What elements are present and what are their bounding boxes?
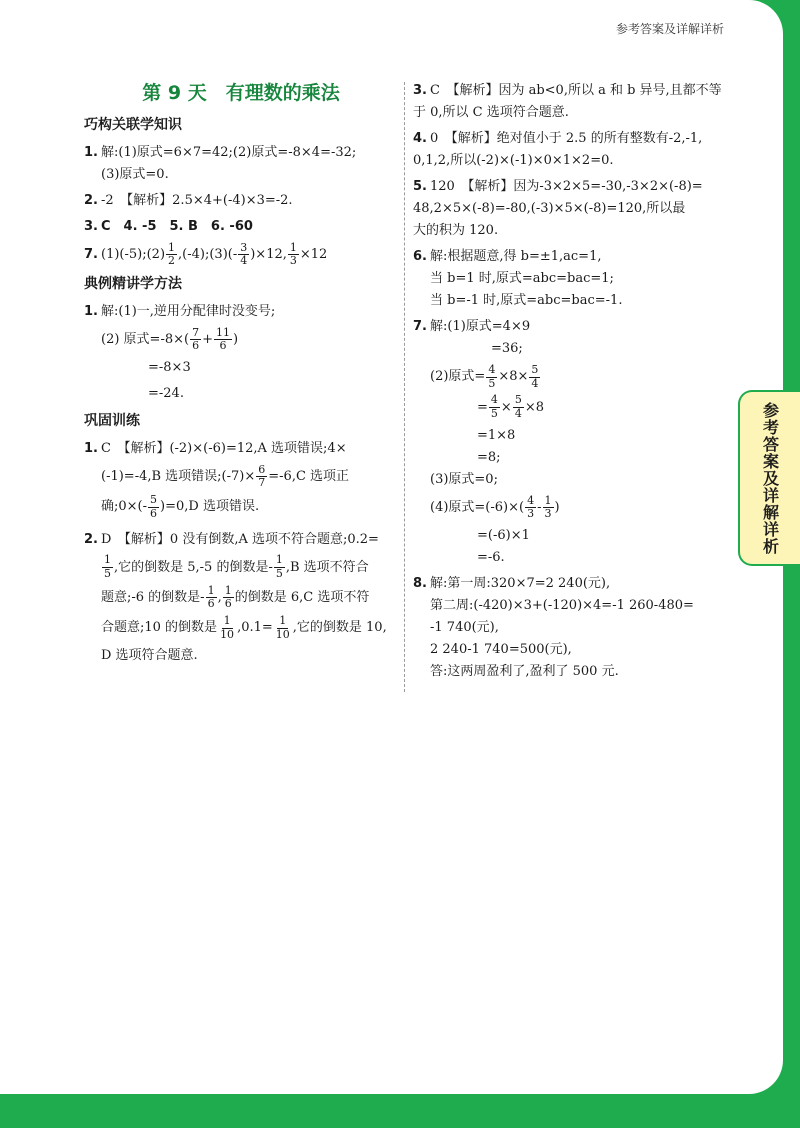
answer-line	[413, 595, 733, 617]
answer-item	[84, 301, 398, 323]
answer-line	[84, 615, 398, 641]
answer-text: 解:第一周:320×7=2 240(元),	[430, 576, 611, 592]
page-title: 第 9 天 有理数的乘法	[142, 82, 340, 104]
denominator: 6	[224, 597, 232, 611]
answer-text: C 【解析】(-2)×(-6)=12,A 选项错误;4×	[101, 440, 347, 456]
answer-line	[84, 554, 398, 580]
answer-item	[413, 573, 733, 595]
answer-text: -1 740(元),	[430, 620, 499, 636]
section-heading-1: 巧构关联学知识	[84, 116, 182, 133]
numerator: 5	[150, 493, 158, 507]
answer-text: )=0,D 选项错误.	[160, 499, 260, 515]
answer-line	[413, 661, 733, 683]
fraction	[206, 585, 217, 611]
answer-text: -	[537, 499, 542, 515]
denominator: 6	[219, 339, 227, 353]
answer-text: =1×8	[477, 427, 516, 443]
fraction	[102, 554, 113, 580]
answer-line	[84, 494, 398, 520]
answer-text: =(-6)×1	[477, 528, 530, 544]
answer-line	[413, 525, 733, 547]
answer-line	[413, 290, 733, 312]
answer-line	[413, 268, 733, 290]
answer-text: =	[477, 399, 488, 415]
answer-line	[413, 150, 733, 172]
denominator: 4	[514, 406, 522, 420]
fraction	[489, 394, 500, 420]
fraction	[513, 394, 524, 420]
answer-item	[413, 176, 733, 198]
answer-text: (1)(-5);(2)	[101, 246, 166, 262]
answer-line	[84, 585, 398, 611]
answer-item	[413, 128, 733, 150]
denominator: 7	[258, 476, 266, 490]
answer-line	[413, 102, 733, 124]
answer-text: 确;0×(-	[101, 499, 148, 515]
answer-text: 解:(1)原式=4×9	[430, 319, 531, 335]
answer-text: C 4. -5 5. B 6. -60	[101, 218, 253, 234]
answer-line	[84, 383, 398, 405]
answer-text: D 【解析】0 没有倒数,A 选项不符合题意;0.2=	[101, 531, 379, 547]
item-number: 2.	[84, 531, 98, 547]
item-number: 7.	[84, 246, 98, 262]
numerator: 5	[514, 393, 522, 407]
answer-line	[413, 447, 733, 469]
denominator: 3	[544, 507, 552, 521]
fraction	[529, 364, 540, 390]
numerator: 6	[258, 462, 266, 476]
denominator: 2	[168, 254, 176, 268]
answer-text: (4)原式=(-6)×(	[430, 499, 525, 515]
answer-text: ,B 选项不符合	[285, 559, 369, 575]
item-number: 8.	[413, 576, 427, 592]
numerator: 1	[224, 583, 232, 597]
fraction	[256, 464, 267, 490]
answer-text: 于 0,所以 C 选项符合题意.	[413, 105, 569, 121]
answer-text: =-6,C 选项正	[268, 469, 350, 485]
answer-line	[84, 464, 398, 490]
answer-item	[84, 242, 398, 268]
answer-line	[84, 327, 398, 353]
answer-text: 题意;-6 的倒数是-	[101, 589, 205, 605]
answer-text: ×8	[524, 399, 544, 415]
answer-text: ,它的倒数是 10,	[292, 620, 387, 636]
numerator: 1	[104, 553, 111, 567]
denominator: 3	[289, 254, 297, 268]
numerator: 1	[279, 613, 287, 627]
answer-text: 答:这两周盈利了,盈利了 500 元.	[430, 664, 619, 680]
item-number: 5.	[413, 179, 427, 195]
answer-text: +	[202, 332, 213, 348]
denominator: 5	[275, 566, 283, 580]
answer-text: 120 【解析】因为-3×2×5=-30,-3×2×(-8)=	[430, 179, 703, 195]
answer-line	[413, 364, 733, 390]
numerator: 1	[168, 240, 176, 254]
numerator: 1	[289, 240, 297, 254]
answer-line	[413, 495, 733, 521]
fraction	[543, 495, 554, 521]
item-number: 1.	[84, 144, 98, 160]
numerator: 5	[531, 363, 539, 376]
right-column	[413, 80, 733, 683]
numerator: 1	[223, 613, 231, 627]
answer-line	[413, 469, 733, 491]
answer-text: 解:根据题意,得 b=±1,ac=1,	[430, 249, 602, 265]
answer-text: =-24.	[148, 386, 184, 402]
numerator: 1	[275, 553, 283, 567]
answer-text: 合题意;10 的倒数是	[101, 620, 218, 636]
answer-line	[413, 425, 733, 447]
answer-item	[84, 216, 398, 238]
fraction	[288, 242, 299, 268]
answer-item	[84, 190, 398, 212]
numerator: 4	[490, 393, 498, 407]
fraction	[274, 554, 285, 580]
item-number: 4.	[413, 131, 427, 147]
fraction	[218, 615, 236, 641]
answer-text: 48,2×5×(-8)=-80,(-3)×5×(-8)=120,所以最	[413, 201, 686, 217]
answer-line	[413, 617, 733, 639]
answer-text: ×8×	[498, 369, 529, 385]
left-column	[84, 80, 398, 667]
item-number: 7.	[413, 319, 427, 335]
answer-line	[413, 220, 733, 242]
answer-text: C 【解析】因为 ab<0,所以 a 和 b 异号,且都不等	[430, 83, 722, 99]
fraction	[223, 585, 234, 611]
answer-text: 第二周:(-420)×3+(-120)×4=-1 260-480=	[430, 598, 694, 614]
numerator: 3	[240, 240, 248, 254]
answer-item	[84, 528, 398, 550]
answer-text: 大的积为 120.	[413, 223, 499, 239]
section-heading-2: 典例精讲学方法	[84, 275, 182, 292]
answer-text: (3)原式=0;	[430, 471, 498, 487]
answer-line	[84, 357, 398, 379]
answer-text: 当 b=1 时,原式=abc=bac=1;	[430, 271, 614, 287]
answer-text: ×12	[299, 246, 328, 262]
answer-line	[84, 164, 398, 186]
answer-line	[413, 639, 733, 661]
answer-item	[413, 316, 733, 338]
answer-text: =8;	[477, 449, 501, 465]
fraction	[214, 327, 232, 353]
answer-item	[413, 246, 733, 268]
item-number: 1.	[84, 303, 98, 319]
denominator: 10	[275, 627, 290, 641]
answer-text: D 选项符合题意.	[101, 648, 198, 664]
numerator: 11	[215, 325, 230, 339]
answer-text: 的倒数是 6,C 选项不符	[234, 589, 370, 605]
denominator: 4	[240, 254, 248, 268]
answer-text: 当 b=-1 时,原式=abc=bac=-1.	[430, 293, 623, 309]
numerator: 4	[488, 363, 496, 376]
answer-text: ,	[217, 589, 222, 605]
answer-text: =-8×3	[148, 360, 191, 376]
side-tab-label: 参考答案及详解详析	[760, 401, 780, 555]
numerator: 7	[192, 325, 200, 339]
numerator: 1	[544, 493, 552, 507]
item-number: 3.	[413, 83, 427, 99]
answer-line	[413, 338, 733, 360]
denominator: 3	[527, 507, 535, 521]
section-heading-3: 巩固训练	[84, 412, 140, 429]
fraction	[238, 242, 249, 268]
answer-text: (2)原式=	[430, 369, 486, 385]
answer-line	[413, 547, 733, 569]
fraction	[525, 495, 536, 521]
answer-line	[413, 394, 733, 420]
denominator: 5	[488, 376, 496, 390]
answer-text: (2) 原式=-8×(	[101, 332, 190, 348]
answer-text: 解:(1)一,逆用分配律时没变号;	[101, 303, 276, 319]
denominator: 6	[192, 339, 200, 353]
denominator: 5	[490, 406, 498, 420]
answer-text: )	[554, 499, 560, 515]
denominator: 4	[531, 376, 539, 390]
answer-text: 2 240-1 740=500(元),	[430, 642, 572, 658]
answer-text: )	[232, 332, 239, 348]
answer-text: 解:(1)原式=6×7=42;(2)原式=-8×4=-32;	[101, 144, 357, 160]
answer-item	[413, 80, 733, 102]
answer-text: =-6.	[477, 550, 505, 566]
answer-item	[84, 438, 398, 460]
numerator: 1	[207, 583, 215, 597]
answer-text: ×	[500, 399, 512, 415]
item-number: 1.	[84, 440, 98, 456]
answer-text: ,它的倒数是 5,-5 的倒数是-	[114, 559, 273, 575]
answer-text: (3)原式=0.	[101, 166, 169, 182]
side-tab	[738, 390, 800, 566]
fraction	[166, 242, 177, 268]
fraction	[148, 494, 159, 520]
answer-text: (-1)=-4,B 选项错误;(-7)×	[101, 469, 256, 485]
item-number: 6.	[413, 249, 427, 265]
answer-text: ,(-4);(3)(-	[178, 246, 238, 262]
numerator: 4	[527, 493, 535, 507]
item-number: 3.	[84, 218, 98, 234]
fraction	[274, 615, 292, 641]
answer-text: -2 【解析】2.5×4+(-4)×3=-2.	[101, 192, 293, 208]
denominator: 6	[150, 506, 158, 520]
column-divider	[404, 82, 405, 692]
fraction	[486, 364, 497, 390]
fraction	[190, 327, 201, 353]
denominator: 10	[220, 627, 235, 641]
answer-text: )×12,	[250, 246, 287, 262]
answer-item	[84, 142, 398, 164]
running-header: 参考答案及详解详析	[615, 22, 724, 36]
item-number: 2.	[84, 192, 98, 208]
answer-text: ,0.1=	[237, 620, 273, 636]
answer-text: 0 【解析】绝对值小于 2.5 的所有整数有-2,-1,	[430, 131, 703, 147]
answer-line	[413, 198, 733, 220]
answer-line	[84, 645, 398, 667]
denominator: 6	[207, 597, 215, 611]
denominator: 5	[104, 566, 111, 580]
answer-text: 0,1,2,所以(-2)×(-1)×0×1×2=0.	[413, 153, 614, 169]
answer-text: =36;	[491, 341, 523, 357]
